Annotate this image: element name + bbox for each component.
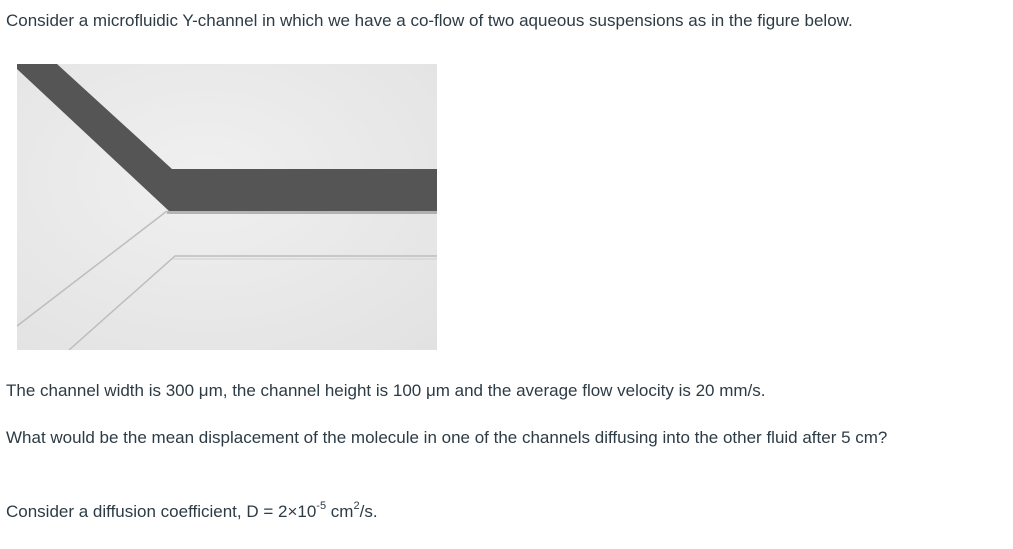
diffusion-unit: cm bbox=[326, 502, 354, 521]
channel-dimensions-paragraph: The channel width is 300 μm, the channel height is 100 μm and the average flow velocity is 20 mm/s. bbox=[6, 381, 766, 400]
diffusion-unit-exponent: 2 bbox=[353, 500, 360, 512]
y-channel-figure bbox=[17, 64, 437, 350]
diffusion-exponent: -5 bbox=[316, 500, 327, 512]
diffusion-suffix: /s. bbox=[359, 502, 378, 521]
question-paragraph: What would be the mean displacement of the molecule in one of the channels diffusing into the other fluid after 5 cm? bbox=[6, 428, 888, 447]
y-channel-image bbox=[17, 64, 437, 350]
interface-blur bbox=[167, 211, 437, 214]
diffusion-coefficient-paragraph bbox=[6, 499, 378, 524]
diffusion-prefix: Consider a diffusion coefficient, D = 2×10 bbox=[6, 502, 317, 521]
intro-paragraph: Consider a microfluidic Y-channel in which we have a co-flow of two aqueous suspensions as in the figure below. bbox=[6, 11, 853, 30]
